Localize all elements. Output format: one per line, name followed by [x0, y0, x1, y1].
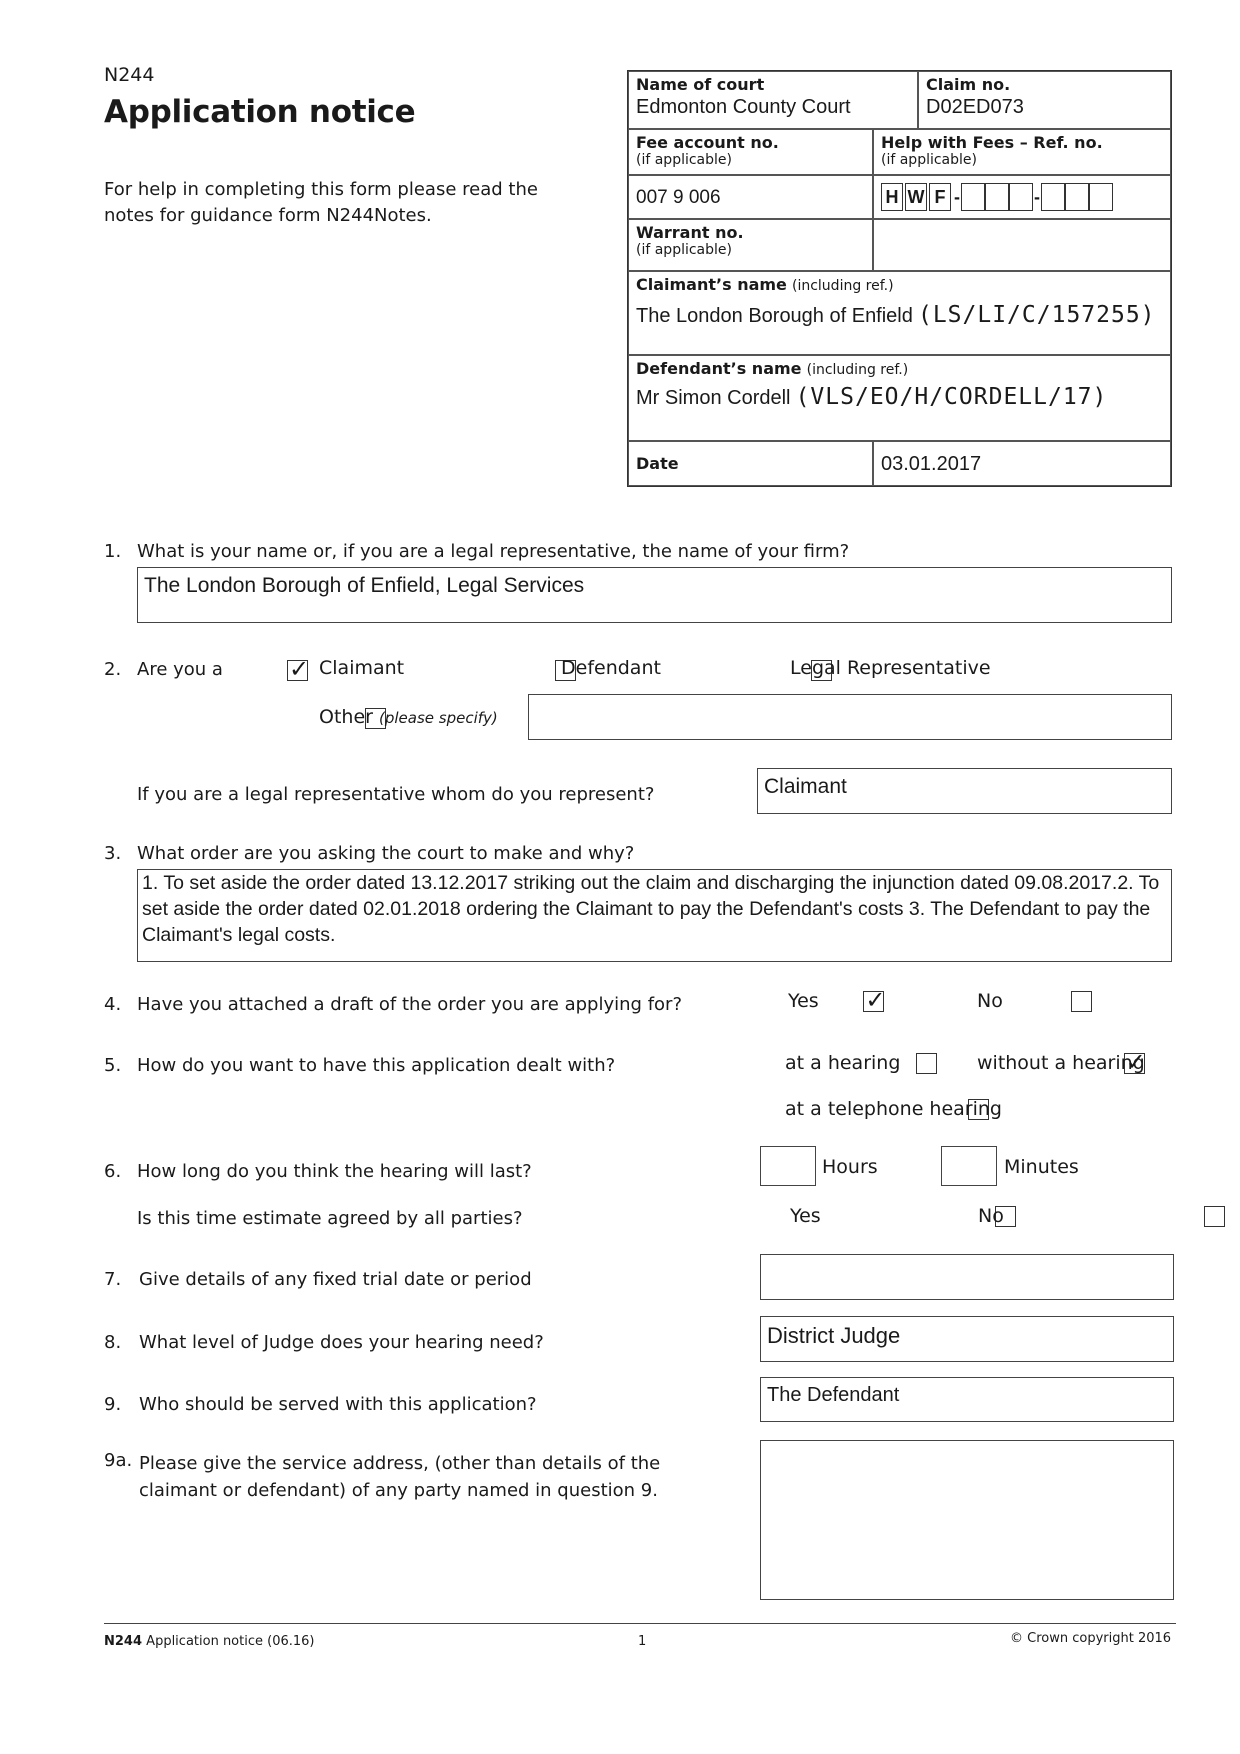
- q2-question: Are you a: [137, 659, 223, 680]
- date-label: Date: [636, 454, 679, 473]
- warrant-field[interactable]: [873, 219, 1171, 271]
- hwf-w-box: W: [905, 183, 927, 211]
- fee-account-sub: (if applicable): [636, 152, 732, 168]
- hwf-dash-icon: -: [1034, 186, 1040, 207]
- date-cell: [628, 441, 873, 486]
- court-name-field[interactable]: Edmonton County Court: [636, 96, 851, 118]
- defendant-ref: (VLS/EO/H/CORDELL/17): [795, 384, 1108, 410]
- q9-question: Who should be served with this application?: [139, 1394, 537, 1415]
- claimant-ref: (LS/LI/C/157255): [917, 302, 1156, 328]
- q5-number: 5.: [104, 1055, 122, 1076]
- service-address-field[interactable]: [760, 1440, 1174, 1600]
- draft-yes-label: Yes: [788, 990, 819, 1012]
- defendant-label: Defendant’s name: [636, 359, 802, 378]
- claim-no-field[interactable]: D02ED073: [926, 96, 1024, 118]
- footer-divider: [104, 1623, 1176, 1624]
- claimant-label: Claimant’s name: [636, 275, 787, 294]
- footer-form-title: Application notice (06.16): [146, 1634, 315, 1649]
- hwf-digit-box: [1089, 183, 1113, 211]
- draft-no-checkbox[interactable]: [1071, 991, 1092, 1012]
- defendant-cell: [628, 355, 1171, 441]
- q8-number: 8.: [104, 1332, 122, 1353]
- case-header-table: [627, 70, 1172, 487]
- minutes-label: Minutes: [1004, 1156, 1079, 1178]
- other-option: [319, 706, 498, 728]
- q7-number: 7.: [104, 1269, 122, 1290]
- claimant-field[interactable]: [636, 302, 1163, 328]
- defendant-sub: (including ref.): [806, 362, 909, 378]
- estimate-agreed-question: Is this time estimate agreed by all parties?: [137, 1208, 523, 1229]
- date-field[interactable]: [873, 441, 1171, 486]
- fee-account-field[interactable]: 007 9 006: [636, 187, 721, 208]
- claimant-sub: (including ref.): [792, 278, 894, 294]
- hwf-cell: [873, 129, 1171, 175]
- defendant-option-label: Defendant: [561, 657, 661, 679]
- fee-account-value-cell: [628, 175, 873, 219]
- q6-question: How long do you think the hearing will last?: [137, 1161, 532, 1182]
- hwf-f-box: F: [929, 183, 951, 211]
- hwf-digit-box: [1065, 183, 1089, 211]
- fee-account-label: Fee account no.: [636, 133, 779, 152]
- page-number: 1: [638, 1634, 647, 1649]
- q8-question: What level of Judge does your hearing need?: [139, 1332, 544, 1353]
- other-option-label: Other: [319, 706, 373, 728]
- draft-yes-checkbox[interactable]: [863, 991, 884, 1012]
- telephone-hearing-label: at a telephone hearing: [785, 1098, 1002, 1120]
- hwf-digit-box: [961, 183, 985, 211]
- warrant-label: Warrant no.: [636, 223, 744, 242]
- claimant-option-label: Claimant: [319, 657, 405, 679]
- hwf-digit-box: [1009, 183, 1033, 211]
- q4-question: Have you attached a draft of the order you are applying for?: [137, 994, 682, 1015]
- q1-number: 1.: [104, 541, 122, 562]
- judge-level-field[interactable]: District Judge: [760, 1316, 1174, 1362]
- claimant-cell: [628, 271, 1171, 355]
- q9a-question: Please give the service address, (other than details of the claimant or defendant) of any party named in question 9.: [139, 1453, 661, 1501]
- hwf-dash-icon: -: [954, 186, 960, 207]
- represent-field[interactable]: Claimant: [757, 768, 1172, 814]
- q3-number: 3.: [104, 843, 122, 864]
- other-specify-field[interactable]: [528, 694, 1172, 740]
- hwf-digit-box: [1041, 183, 1065, 211]
- agreed-no-checkbox[interactable]: [1204, 1206, 1225, 1227]
- hwf-sub: (if applicable): [881, 152, 977, 168]
- q7-question: Give details of any fixed trial date or period: [139, 1269, 532, 1290]
- copyright-notice: © Crown copyright 2016: [1010, 1631, 1172, 1646]
- minutes-field[interactable]: [941, 1146, 997, 1186]
- claimant-name: The London Borough of Enfield: [636, 305, 913, 327]
- page-title: Application notice: [104, 94, 416, 130]
- q9-number: 9.: [104, 1394, 122, 1415]
- footer-form-code: N244: [104, 1634, 143, 1649]
- hwf-h-box: H: [881, 183, 903, 211]
- served-field[interactable]: The Defendant: [760, 1377, 1174, 1422]
- q2-number: 2.: [104, 659, 122, 680]
- other-option-hint: (please specify): [379, 709, 498, 727]
- date-value: 03.01.2017: [881, 453, 982, 475]
- hours-label: Hours: [822, 1156, 878, 1178]
- warrant-sub: (if applicable): [636, 242, 732, 258]
- agreed-no-label: No: [978, 1205, 1004, 1227]
- without-hearing-label: without a hearing: [977, 1052, 1145, 1074]
- at-hearing-label: at a hearing: [785, 1052, 901, 1074]
- q4-number: 4.: [104, 994, 122, 1015]
- represent-question: If you are a legal representative whom do you represent?: [137, 784, 655, 805]
- q1-name-field[interactable]: The London Borough of Enfield, Legal Services: [137, 567, 1172, 623]
- trial-date-field[interactable]: [760, 1254, 1174, 1300]
- footer-form-name: [104, 1634, 314, 1649]
- at-hearing-checkbox[interactable]: [916, 1053, 937, 1074]
- warrant-cell: [628, 219, 873, 271]
- agreed-yes-label: Yes: [790, 1205, 821, 1227]
- q6-number: 6.: [104, 1161, 122, 1182]
- defendant-field[interactable]: [636, 384, 1163, 410]
- fee-account-cell: [628, 129, 873, 175]
- claim-no-cell: [918, 71, 1171, 129]
- court-name-label: Name of court: [636, 75, 765, 94]
- q3-order-field[interactable]: 1. To set aside the order dated 13.12.2017 striking out the claim and discharging the injunction dated 09.08.2017.2. To set aside the order dated 02.01.2018 ordering the Claimant to pay the Defendant's costs 3. The Defendant to pay the Claimant's legal costs.: [137, 869, 1172, 962]
- q9a-number: 9a.: [104, 1450, 133, 1471]
- defendant-name: Mr Simon Cordell: [636, 387, 791, 409]
- hwf-label: Help with Fees – Ref. no.: [881, 133, 1103, 152]
- draft-no-label: No: [977, 990, 1003, 1012]
- q1-question: What is your name or, if you are a legal representative, the name of your firm?: [137, 541, 850, 562]
- court-name-cell: [628, 71, 918, 129]
- hwf-ref-field[interactable]: [873, 175, 1171, 219]
- hours-field[interactable]: [760, 1146, 816, 1186]
- legal-rep-option-label: Legal Representative: [790, 657, 991, 679]
- form-code: N244: [104, 64, 155, 86]
- claim-no-label: Claim no.: [926, 75, 1011, 94]
- q5-question: How do you want to have this application dealt with?: [137, 1055, 616, 1076]
- help-text: For help in completing this form please read the notes for guidance form N244Notes.: [104, 179, 538, 226]
- hwf-digit-box: [985, 183, 1009, 211]
- claimant-checkbox[interactable]: [287, 660, 308, 681]
- q3-question: What order are you asking the court to make and why?: [137, 843, 635, 864]
